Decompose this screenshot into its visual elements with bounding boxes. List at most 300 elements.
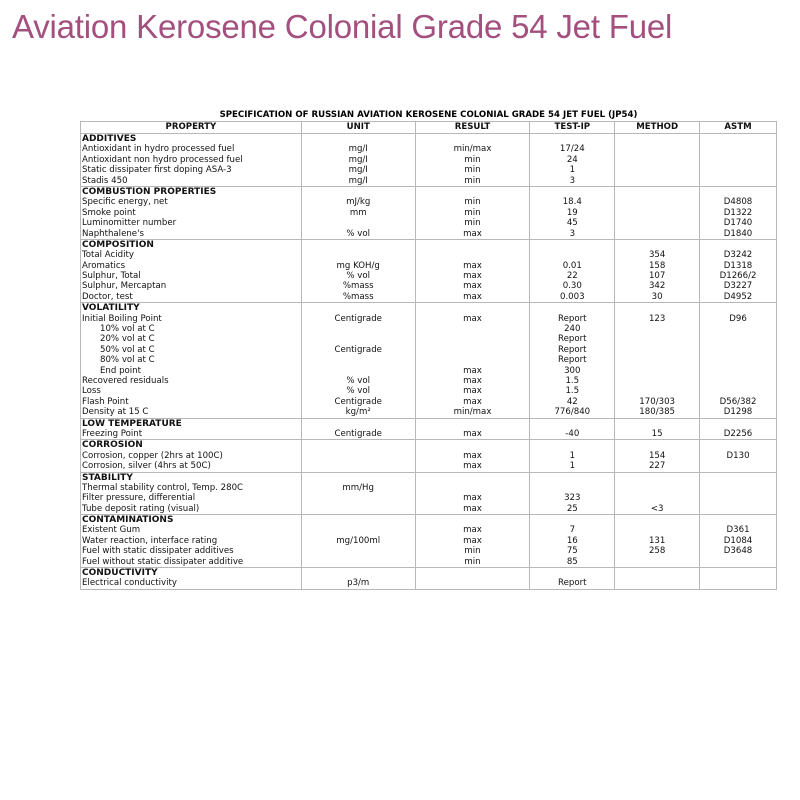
result-value: min/max — [453, 407, 492, 418]
unit-value — [303, 324, 414, 334]
unit-value — [303, 355, 414, 365]
method-value: 342 — [648, 281, 666, 292]
cell-result — [415, 568, 530, 590]
test-ip-value: -40 — [565, 428, 580, 439]
astm-value — [701, 334, 775, 344]
test-ip-value: 1.5 — [565, 386, 580, 397]
spacer — [531, 134, 613, 144]
spacer — [531, 419, 613, 429]
result-value: max — [463, 493, 482, 504]
result-value: min — [464, 154, 481, 165]
spacer — [616, 187, 698, 197]
astm-value: D1740 — [723, 218, 753, 229]
property-value: Fuel with static dissipater additives — [82, 546, 234, 557]
spacer — [701, 568, 775, 578]
cell-property — [81, 418, 302, 440]
method-value: 107 — [648, 271, 666, 282]
cell-test-ip — [530, 568, 615, 590]
astm-value: D96 — [729, 313, 747, 324]
section-low-temperature — [81, 418, 777, 440]
astm-value: D3242 — [723, 250, 753, 261]
unit-value: mm — [349, 207, 367, 218]
property-value: Total Acidity — [82, 250, 134, 261]
astm-value — [701, 155, 775, 165]
spacer — [303, 440, 414, 450]
cell-astm — [700, 186, 777, 239]
test-ip-value: 19 — [566, 207, 578, 218]
method-value: 158 — [648, 260, 666, 271]
table-header-row — [81, 122, 777, 134]
test-ip-value: 24 — [566, 154, 578, 165]
section-heading: CONDUCTIVITY — [82, 568, 158, 579]
astm-value: D130 — [726, 450, 750, 461]
test-ip-value: 25 — [566, 503, 578, 514]
unit-value — [303, 461, 414, 471]
unit-value — [303, 366, 414, 376]
spacer — [616, 515, 698, 525]
result-value: max — [463, 281, 482, 292]
astm-value: D1084 — [723, 535, 753, 546]
spacer — [417, 473, 529, 483]
method-value: 15 — [651, 428, 663, 439]
astm-value — [701, 493, 775, 503]
method-value: 258 — [648, 546, 666, 557]
result-value: max — [463, 461, 482, 472]
cell-test-ip — [530, 515, 615, 568]
spacer — [303, 240, 414, 250]
cell-unit — [301, 440, 415, 472]
spacer — [303, 187, 414, 197]
test-ip-value: 85 — [566, 556, 578, 567]
spacer — [417, 515, 529, 525]
unit-value: %mass — [342, 291, 374, 302]
section-heading: VOLATILITY — [82, 303, 140, 314]
result-value: max — [463, 535, 482, 546]
table-caption: SPECIFICATION OF RUSSIAN AVIATION KEROSENE COLONIAL GRADE 54 JET FUEL (JP54) — [219, 110, 638, 120]
spacer — [417, 440, 529, 450]
test-ip-value: 1 — [569, 461, 576, 472]
spacer — [417, 419, 529, 429]
result-value: max — [463, 260, 482, 271]
unit-value — [303, 218, 414, 228]
astm-value: D1840 — [723, 228, 753, 239]
property-value: Antioxidant in hydro processed fuel — [82, 144, 235, 155]
cell-test-ip — [530, 239, 615, 302]
property-value: 50% vol at C — [100, 344, 155, 355]
result-value: max — [463, 291, 482, 302]
test-ip-value: 240 — [564, 324, 581, 335]
method-value — [616, 144, 698, 154]
unit-value: Centigrade — [334, 313, 382, 324]
test-ip-value: Report — [558, 334, 587, 345]
property-value: Static dissipater first doping ASA-3 — [82, 165, 232, 176]
spacer — [701, 187, 775, 197]
method-value — [616, 334, 698, 344]
spacer — [616, 419, 698, 429]
unit-value: mg/100ml — [336, 535, 381, 546]
spacer — [531, 303, 613, 313]
spacer — [701, 440, 775, 450]
method-value: 154 — [648, 450, 666, 461]
cell-method — [615, 440, 700, 472]
method-value — [616, 229, 698, 239]
test-ip-value: 22 — [566, 271, 578, 282]
cell-method — [615, 303, 700, 418]
cell-unit — [301, 472, 415, 515]
result-value: max — [463, 450, 482, 461]
unit-value: %mass — [342, 281, 374, 292]
test-ip-value: 3 — [569, 175, 576, 186]
cell-property — [81, 186, 302, 239]
unit-value: Centigrade — [334, 396, 382, 407]
cell-test-ip — [530, 418, 615, 440]
unit-value: mg/I — [348, 165, 368, 176]
property-value: Flash Point — [82, 396, 129, 407]
unit-value: p3/m — [347, 578, 370, 589]
spacer — [616, 440, 698, 450]
section-heading: COMPOSITION — [82, 239, 154, 250]
header-unit: UNIT — [301, 122, 415, 134]
cell-astm — [700, 239, 777, 302]
cell-astm — [700, 568, 777, 590]
spacer — [417, 303, 529, 313]
method-value — [616, 176, 698, 186]
cell-result — [415, 418, 530, 440]
test-ip-value: Report — [558, 578, 587, 589]
spacer — [616, 240, 698, 250]
property-value: Recovered residuals — [82, 375, 169, 386]
cell-unit — [301, 186, 415, 239]
method-value — [616, 345, 698, 355]
test-ip-value: 42 — [566, 396, 578, 407]
unit-value: mg KOH/g — [336, 260, 380, 271]
method-value — [616, 386, 698, 396]
property-value: Specific energy, net — [82, 197, 168, 208]
method-value — [616, 355, 698, 365]
astm-value — [701, 165, 775, 175]
result-value: max — [463, 386, 482, 397]
cell-unit — [301, 568, 415, 590]
unit-value — [303, 334, 414, 344]
property-value: 20% vol at C — [100, 334, 155, 345]
cell-unit — [301, 418, 415, 440]
property-value: 10% vol at C — [100, 324, 155, 335]
property-value: Smoke point — [82, 207, 136, 218]
test-ip-value: Report — [558, 313, 587, 324]
method-value — [616, 324, 698, 334]
method-value — [616, 155, 698, 165]
unit-value: kg/m² — [345, 407, 371, 418]
property-value: Tube deposit rating (visual) — [82, 503, 200, 514]
cell-method — [615, 134, 700, 187]
header-method: METHOD — [615, 122, 700, 134]
test-ip-value: Report — [558, 355, 587, 366]
spacer — [303, 515, 414, 525]
cell-method — [615, 418, 700, 440]
spacer — [616, 134, 698, 144]
property-value: 80% vol at C — [100, 355, 155, 366]
astm-value — [701, 345, 775, 355]
method-value — [616, 197, 698, 207]
result-value — [417, 324, 529, 334]
unit-value — [303, 493, 414, 503]
header-astm: ASTM — [700, 122, 777, 134]
property-value: Aromatics — [82, 260, 126, 271]
result-value: max — [463, 313, 482, 324]
table-body — [81, 134, 777, 590]
result-value: min — [464, 207, 481, 218]
spacer — [531, 440, 613, 450]
cell-result — [415, 440, 530, 472]
astm-value: D361 — [726, 525, 750, 536]
astm-value — [701, 366, 775, 376]
header-result: RESULT — [415, 122, 530, 134]
cell-method — [615, 239, 700, 302]
result-value: min/max — [453, 144, 492, 155]
test-ip-value: 0.01 — [562, 260, 582, 271]
test-ip-value: 0.003 — [559, 291, 585, 302]
astm-value — [701, 144, 775, 154]
cell-result — [415, 303, 530, 418]
unit-value: Centigrade — [334, 344, 382, 355]
method-value: 227 — [648, 461, 666, 472]
spacer — [616, 473, 698, 483]
test-ip-value: 1 — [569, 165, 576, 176]
property-value: Loss — [82, 386, 101, 397]
result-value: max — [463, 365, 482, 376]
property-value: Antioxidant non hydro processed fuel — [82, 154, 243, 165]
property-value: Existent Gum — [82, 525, 141, 536]
spacer — [701, 473, 775, 483]
header-test-ip: TEST-IP — [530, 122, 615, 134]
astm-value — [701, 578, 775, 588]
test-ip-value: 1.5 — [565, 375, 580, 386]
unit-value: mg/I — [348, 154, 368, 165]
property-value: Initial Boiling Point — [82, 313, 162, 324]
astm-value: D1266/2 — [719, 271, 757, 282]
astm-value — [701, 483, 775, 493]
spacer — [531, 568, 613, 578]
result-value — [417, 355, 529, 365]
unit-value: mg/I — [348, 175, 368, 186]
property-value: Density at 15 C — [82, 407, 149, 418]
result-value: min — [464, 546, 481, 557]
cell-method — [615, 515, 700, 568]
method-value: 354 — [648, 250, 666, 261]
property-value: Sulphur, Total — [82, 271, 141, 282]
cell-test-ip — [530, 472, 615, 515]
cell-test-ip — [530, 303, 615, 418]
astm-value: D1318 — [723, 260, 753, 271]
cell-result — [415, 515, 530, 568]
result-value: min — [464, 556, 481, 567]
method-value — [616, 483, 698, 493]
cell-unit — [301, 515, 415, 568]
method-value: <3 — [650, 503, 664, 514]
property-value: Stadis 450 — [82, 175, 128, 186]
page-title: Aviation Kerosene Colonial Grade 54 Jet Fuel — [12, 8, 673, 45]
unit-value — [303, 451, 414, 461]
property-value: Electrical conductivity — [82, 578, 177, 589]
spacer — [417, 187, 529, 197]
unit-value: mg/I — [348, 144, 368, 155]
cell-unit — [301, 239, 415, 302]
specification-table — [80, 121, 777, 590]
astm-value: D2256 — [723, 428, 753, 439]
spacer — [701, 515, 775, 525]
result-value: max — [463, 375, 482, 386]
test-ip-value: 75 — [566, 546, 578, 557]
property-value: Doctor, test — [82, 291, 133, 302]
test-ip-value: 18.4 — [562, 197, 582, 208]
cell-test-ip — [530, 186, 615, 239]
spacer — [531, 473, 613, 483]
property-value: Filter pressure, differential — [82, 493, 196, 504]
cell-astm — [700, 134, 777, 187]
result-value: min — [464, 218, 481, 229]
cell-astm — [700, 303, 777, 418]
result-value: max — [463, 228, 482, 239]
method-value: 170/303 — [639, 396, 675, 407]
result-value: max — [463, 396, 482, 407]
test-ip-value — [531, 483, 613, 493]
section-volatility — [81, 303, 777, 418]
cell-astm — [700, 418, 777, 440]
cell-method — [615, 472, 700, 515]
cell-property — [81, 515, 302, 568]
method-value: 123 — [648, 313, 666, 324]
cell-property — [81, 568, 302, 590]
unit-value: mm/Hg — [342, 482, 374, 493]
property-value: End point — [100, 365, 141, 376]
spacer — [531, 187, 613, 197]
test-ip-value: 1 — [569, 450, 576, 461]
method-value — [616, 208, 698, 218]
property-value: Sulphur, Mercaptan — [82, 281, 167, 292]
unit-value: Centigrade — [334, 428, 382, 439]
property-value: Thermal stability control, Temp. 280C — [82, 482, 244, 493]
unit-value: mJ/kg — [346, 197, 371, 208]
cell-result — [415, 239, 530, 302]
header-property: PROPERTY — [81, 122, 302, 134]
method-value — [616, 525, 698, 535]
test-ip-value: 300 — [564, 365, 581, 376]
section-composition — [81, 239, 777, 302]
method-value — [616, 218, 698, 228]
astm-value — [701, 324, 775, 334]
property-value: Luminomitter number — [82, 218, 177, 229]
cell-result — [415, 472, 530, 515]
section-heading: STABILITY — [82, 472, 133, 483]
spacer — [701, 240, 775, 250]
astm-value: D56/382 — [719, 396, 757, 407]
cell-astm — [700, 515, 777, 568]
unit-value: % vol — [346, 271, 371, 282]
result-value: min — [464, 175, 481, 186]
test-ip-value: 0.30 — [562, 281, 582, 292]
spacer — [531, 515, 613, 525]
cell-method — [615, 568, 700, 590]
property-value: Freezing Point — [82, 428, 143, 439]
spacer — [701, 419, 775, 429]
property-value: Corrosion, silver (4hrs at 50C) — [82, 461, 211, 472]
spacer — [303, 473, 414, 483]
astm-value: D3227 — [723, 281, 753, 292]
cell-property — [81, 472, 302, 515]
spacer — [303, 568, 414, 578]
cell-test-ip — [530, 440, 615, 472]
section-conductivity — [81, 568, 777, 590]
unit-value: % vol — [346, 228, 371, 239]
cell-method — [615, 186, 700, 239]
cell-astm — [700, 440, 777, 472]
result-value: max — [463, 503, 482, 514]
astm-value — [701, 355, 775, 365]
result-value — [417, 250, 529, 260]
cell-property — [81, 440, 302, 472]
test-ip-value: 16 — [566, 535, 578, 546]
unit-value — [303, 525, 414, 535]
test-ip-value: 7 — [569, 525, 576, 536]
section-heading: CONTAMINATIONS — [82, 515, 174, 526]
astm-value — [701, 461, 775, 471]
cell-property — [81, 303, 302, 418]
method-value — [616, 578, 698, 588]
result-value — [417, 345, 529, 355]
property-value: Corrosion, copper (2hrs at 100C) — [82, 450, 223, 461]
section-combustion-properties — [81, 186, 777, 239]
result-value: min — [464, 165, 481, 176]
cell-unit — [301, 303, 415, 418]
section-heading: CORROSION — [82, 440, 143, 451]
property-value: Fuel without static dissipater additive — [82, 556, 244, 567]
cell-astm — [700, 472, 777, 515]
method-value: 131 — [648, 535, 666, 546]
result-value — [417, 483, 529, 493]
spacer — [417, 240, 529, 250]
spacer — [701, 303, 775, 313]
method-value: 180/385 — [639, 407, 675, 418]
cell-property — [81, 134, 302, 187]
astm-value: D3648 — [723, 546, 753, 557]
property-value: Water reaction, interface rating — [82, 535, 218, 546]
result-value — [417, 578, 529, 588]
cell-result — [415, 186, 530, 239]
spacer — [303, 134, 414, 144]
method-value — [616, 376, 698, 386]
section-corrosion — [81, 440, 777, 472]
cell-property — [81, 239, 302, 302]
test-ip-value: 45 — [566, 218, 578, 229]
property-value: Naphthalene's — [82, 228, 144, 239]
unit-value — [303, 546, 414, 556]
spacer — [303, 419, 414, 429]
section-heading: COMBUSTION PROPERTIES — [82, 186, 217, 197]
section-contaminations — [81, 515, 777, 568]
unit-value: % vol — [346, 386, 371, 397]
astm-value — [701, 504, 775, 514]
test-ip-value: 776/840 — [554, 407, 591, 418]
astm-value: D4952 — [723, 291, 753, 302]
section-stability — [81, 472, 777, 515]
cell-unit — [301, 134, 415, 187]
test-ip-value: 3 — [569, 228, 576, 239]
section-heading: LOW TEMPERATURE — [82, 418, 182, 429]
spacer — [417, 134, 529, 144]
method-value: 30 — [651, 291, 663, 302]
section-additives — [81, 134, 777, 187]
spacer — [303, 303, 414, 313]
